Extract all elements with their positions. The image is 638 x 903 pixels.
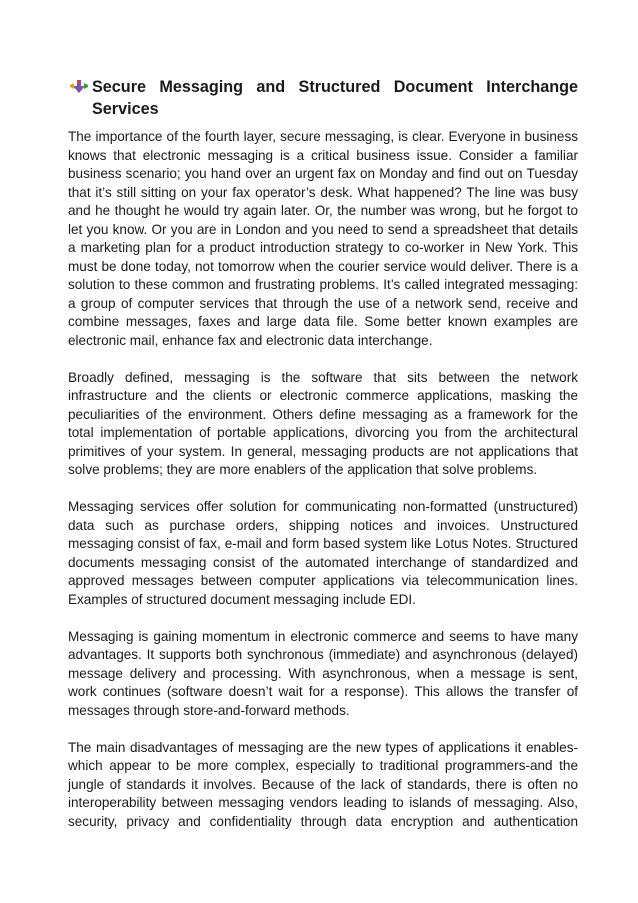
paragraph-messaging-definition: Broadly defined, messaging is the software that sits between the network infrastructure and the clients or electronic commerce applications, masking the peculiarities of the environment. Others define messaging as a framework for the total implementation of portable applications, divorcing you from the architectural primitives of your system. In general, messaging products are not applications that solve problems; they are more enablers of the application that solve problems. <box>68 369 578 477</box>
paragraph-messaging-advantages: Messaging is gaining momentum in electronic commerce and seems to have many advantages. It supports both synchronous (immediate) and asynchronous (delayed) message delivery and processing. With asynchronous, when a message is sent, work continues (software doesn’t wait for a response). This allows the transfer of messages through store-and-forward methods. <box>68 628 578 718</box>
body-text <box>68 128 578 831</box>
bullet-arrow-icon <box>70 80 88 94</box>
paragraph-messaging-services: Messaging services offer solution for communicating non-formatted (unstructured) data such as purchase orders, shipping notices and invoices. Unstructured messaging consist of fax, e-mail and form based system like Lotus Notes. Structured documents messaging consist of the automated interchange of standardized and approved messages between computer applications via telecommunication lines. Examples of structured document messaging include EDI. <box>68 499 578 607</box>
paragraph-secure-messaging: The importance of the fourth layer, secure messaging, is clear. Everyone in business knows that electronic messaging is a critical business issue. Consider a familiar business scenario; you hand over an urgent fax on Monday and find out on Tuesday that it’s still sitting on your fax operator’s desk. What happened? The line was busy and he thought he would try again later. Or, the number was wrong, but he forgot to let you know. Or you are in London and you need to send a spreadsheet that details a marketing plan for a product introduction strategy to co-worker in New York. This must be done today, not tomorrow when the courier service would deliver. There is a solution to these common and frustrating problems. It’s called integrated messaging: a group of computer services that through the use of a network send, receive and combine messages, faxes and large data file. Some better known examples are electronic mail, enhance fax and electronic data interchange. <box>68 129 578 348</box>
section-heading <box>70 76 578 120</box>
paragraph-messaging-disadvantages: The main disadvantages of messaging are the new types of applications it enables- which appear to be more complex, especially to traditional programmers-and the jungle of standards it involves. Because of the lack of standards, there is often no interoperability between messaging vendors leading to islands of messaging. Also, security, privacy and confidentiality through data encryption and authentication <box>68 739 578 829</box>
section-title: Secure Messaging and Structured Document Interchange Services <box>92 78 578 118</box>
